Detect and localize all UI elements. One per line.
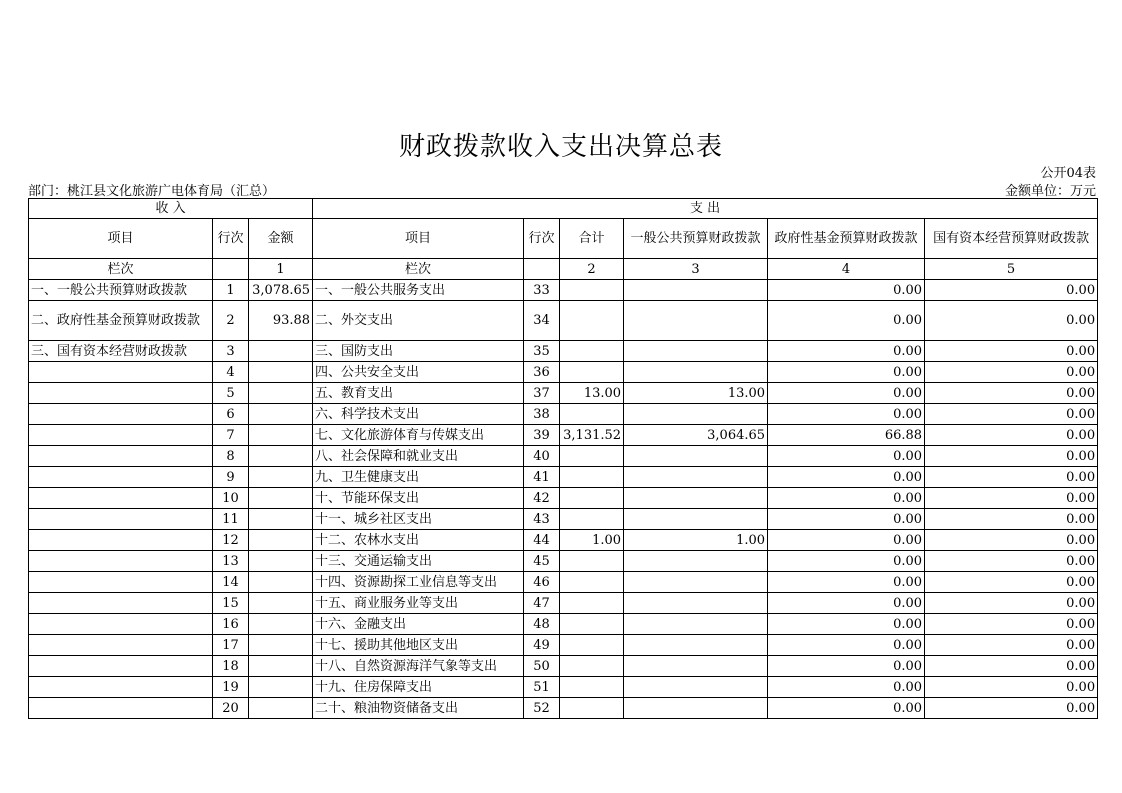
general-budget-header: 一般公共预算财政拨款 [624, 219, 768, 259]
income-row-no-cell: 17 [213, 635, 249, 656]
fund-budget-cell: 0.00 [768, 509, 925, 530]
expense-row-no-cell: 35 [524, 341, 560, 362]
general-budget-cell [624, 467, 768, 488]
fund-budget-cell: 0.00 [768, 341, 925, 362]
income-item-cell: 一、一般公共预算财政拨款 [29, 280, 213, 301]
state-capital-cell: 0.00 [925, 593, 1098, 614]
expense-item-cell: 十、节能环保支出 [313, 488, 524, 509]
income-item-cell [29, 488, 213, 509]
table-row [29, 656, 1098, 677]
table-row [29, 425, 1098, 446]
expense-item-cell: 十六、金融支出 [313, 614, 524, 635]
income-amount-cell [249, 572, 313, 593]
income-row-no-cell: 6 [213, 404, 249, 425]
fund-budget-cell: 0.00 [768, 593, 925, 614]
expense-row-no-cell: 33 [524, 280, 560, 301]
general-budget-cell: 3,064.65 [624, 425, 768, 446]
page-title: 财政拨款收入支出决算总表 [398, 132, 723, 162]
total-amount-cell [560, 572, 624, 593]
general-budget-cell: 13.00 [624, 383, 768, 404]
expense-row-no-cell: 40 [524, 446, 560, 467]
general-budget-cell [624, 509, 768, 530]
total-amount-cell [560, 301, 624, 341]
expense-item-cell: 十三、交通运输支出 [313, 551, 524, 572]
fund-budget-cell: 0.00 [768, 551, 925, 572]
budget-table [28, 198, 1098, 719]
expense-item-cell: 七、文化旅游体育与传媒支出 [313, 425, 524, 446]
fund-budget-cell: 0.00 [768, 383, 925, 404]
column-index-4: 4 [768, 259, 925, 280]
general-budget-cell [624, 572, 768, 593]
fund-budget-cell: 0.00 [768, 488, 925, 509]
income-item-cell [29, 551, 213, 572]
income-amount-cell [249, 425, 313, 446]
expense-item-header: 项目 [313, 219, 524, 259]
state-capital-cell: 0.00 [925, 341, 1098, 362]
income-row-no-cell: 19 [213, 677, 249, 698]
fund-budget-header: 政府性基金预算财政拨款 [768, 219, 925, 259]
column-index-label-2: 栏次 [313, 259, 524, 280]
expense-row-no-cell: 34 [524, 301, 560, 341]
fund-budget-cell: 0.00 [768, 698, 925, 719]
total-amount-cell [560, 404, 624, 425]
income-amount-cell [249, 383, 313, 404]
general-budget-cell [624, 614, 768, 635]
income-amount-cell [249, 530, 313, 551]
column-index-3: 3 [624, 259, 768, 280]
income-item-cell [29, 677, 213, 698]
state-capital-cell: 0.00 [925, 656, 1098, 677]
state-capital-cell: 0.00 [925, 404, 1098, 425]
table-row [29, 614, 1098, 635]
income-row-no-cell: 10 [213, 488, 249, 509]
total-amount-cell [560, 280, 624, 301]
general-budget-cell [624, 362, 768, 383]
total-amount-cell [560, 509, 624, 530]
income-item-cell [29, 593, 213, 614]
state-capital-cell: 0.00 [925, 280, 1098, 301]
income-item-cell [29, 362, 213, 383]
expense-row-no-cell: 44 [524, 530, 560, 551]
expense-row-no-cell: 39 [524, 425, 560, 446]
total-amount-cell [560, 635, 624, 656]
state-capital-cell: 0.00 [925, 383, 1098, 404]
table-code: 公开04表 [1040, 166, 1096, 181]
income-item-cell [29, 698, 213, 719]
fund-budget-cell: 0.00 [768, 362, 925, 383]
fund-budget-cell: 0.00 [768, 572, 925, 593]
expense-item-cell: 六、科学技术支出 [313, 404, 524, 425]
general-budget-cell [624, 656, 768, 677]
income-item-cell [29, 446, 213, 467]
income-amount-cell [249, 488, 313, 509]
income-header: 收 入 [29, 199, 313, 219]
state-capital-cell: 0.00 [925, 509, 1098, 530]
fund-budget-cell: 0.00 [768, 677, 925, 698]
total-amount-cell [560, 362, 624, 383]
state-capital-cell: 0.00 [925, 551, 1098, 572]
general-budget-cell [624, 301, 768, 341]
income-row-no-header: 行次 [213, 219, 249, 259]
income-amount-cell: 93.88 [249, 301, 313, 341]
income-amount-cell: 3,078.65 [249, 280, 313, 301]
expense-row-no-cell: 42 [524, 488, 560, 509]
expense-item-cell: 十一、城乡社区支出 [313, 509, 524, 530]
state-capital-cell: 0.00 [925, 362, 1098, 383]
expense-item-cell: 九、卫生健康支出 [313, 467, 524, 488]
income-row-no-cell: 18 [213, 656, 249, 677]
state-capital-header: 国有资本经营预算财政拨款 [925, 219, 1098, 259]
income-amount-cell [249, 656, 313, 677]
fund-budget-cell: 0.00 [768, 301, 925, 341]
total-amount-cell: 3,131.52 [560, 425, 624, 446]
expense-row-no-cell: 46 [524, 572, 560, 593]
income-row-no-cell: 3 [213, 341, 249, 362]
total-amount-cell [560, 446, 624, 467]
income-row-no-cell: 2 [213, 301, 249, 341]
expense-row-no-cell: 49 [524, 635, 560, 656]
income-row-no-cell: 1 [213, 280, 249, 301]
state-capital-cell: 0.00 [925, 530, 1098, 551]
table-row [29, 362, 1098, 383]
income-amount-cell [249, 635, 313, 656]
expense-row-no-cell: 45 [524, 551, 560, 572]
table-row [29, 383, 1098, 404]
income-amount-cell [249, 341, 313, 362]
general-budget-cell [624, 404, 768, 425]
expense-item-cell: 十五、商业服务业等支出 [313, 593, 524, 614]
fund-budget-cell: 0.00 [768, 280, 925, 301]
state-capital-cell: 0.00 [925, 635, 1098, 656]
total-amount-cell [560, 341, 624, 362]
expense-row-no-cell: 50 [524, 656, 560, 677]
column-index-empty [213, 259, 249, 280]
income-row-no-cell: 16 [213, 614, 249, 635]
general-budget-cell: 1.00 [624, 530, 768, 551]
total-amount-cell: 13.00 [560, 383, 624, 404]
expense-row-no-header: 行次 [524, 219, 560, 259]
income-item-header: 项目 [29, 219, 213, 259]
table-row [29, 677, 1098, 698]
expense-header: 支 出 [313, 199, 1098, 219]
income-row-no-cell: 11 [213, 509, 249, 530]
expense-item-cell: 十九、住房保障支出 [313, 677, 524, 698]
state-capital-cell: 0.00 [925, 488, 1098, 509]
column-index-2: 2 [560, 259, 624, 280]
fund-budget-cell: 0.00 [768, 446, 925, 467]
general-budget-cell [624, 677, 768, 698]
column-index-1: 1 [249, 259, 313, 280]
total-amount-cell [560, 656, 624, 677]
expense-item-cell: 十七、援助其他地区支出 [313, 635, 524, 656]
fund-budget-cell: 0.00 [768, 404, 925, 425]
total-amount-cell [560, 467, 624, 488]
total-amount-cell [560, 551, 624, 572]
expense-item-cell: 十八、自然资源海洋气象等支出 [313, 656, 524, 677]
general-budget-cell [624, 280, 768, 301]
expense-row-no-cell: 51 [524, 677, 560, 698]
total-amount-cell: 1.00 [560, 530, 624, 551]
general-budget-cell [624, 341, 768, 362]
state-capital-cell: 0.00 [925, 572, 1098, 593]
expense-item-cell: 二十、粮油物资储备支出 [313, 698, 524, 719]
table-row [29, 341, 1098, 362]
expense-row-no-cell: 43 [524, 509, 560, 530]
income-amount-cell [249, 362, 313, 383]
table-row [29, 593, 1098, 614]
income-row-no-cell: 7 [213, 425, 249, 446]
table-row [29, 301, 1098, 341]
fund-budget-cell: 0.00 [768, 635, 925, 656]
total-amount-cell [560, 698, 624, 719]
expense-row-no-cell: 37 [524, 383, 560, 404]
state-capital-cell: 0.00 [925, 614, 1098, 635]
income-item-cell [29, 530, 213, 551]
income-amount-cell [249, 677, 313, 698]
state-capital-cell: 0.00 [925, 698, 1098, 719]
income-row-no-cell: 4 [213, 362, 249, 383]
fund-budget-cell: 0.00 [768, 614, 925, 635]
income-row-no-cell: 13 [213, 551, 249, 572]
total-amount-cell [560, 677, 624, 698]
income-row-no-cell: 20 [213, 698, 249, 719]
income-item-cell [29, 509, 213, 530]
income-item-cell [29, 425, 213, 446]
income-item-cell [29, 572, 213, 593]
state-capital-cell: 0.00 [925, 425, 1098, 446]
income-item-cell [29, 404, 213, 425]
table-row [29, 635, 1098, 656]
income-amount-cell [249, 467, 313, 488]
income-amount-cell [249, 614, 313, 635]
general-budget-cell [624, 488, 768, 509]
table-row [29, 280, 1098, 301]
expense-row-no-cell: 41 [524, 467, 560, 488]
fund-budget-cell: 66.88 [768, 425, 925, 446]
income-amount-cell [249, 593, 313, 614]
income-item-cell [29, 656, 213, 677]
unit-label: 金额单位：万元 [1004, 184, 1096, 199]
fund-budget-cell: 0.00 [768, 656, 925, 677]
income-row-no-cell: 8 [213, 446, 249, 467]
expense-item-cell: 八、社会保障和就业支出 [313, 446, 524, 467]
income-item-cell [29, 614, 213, 635]
income-amount-header: 金额 [249, 219, 313, 259]
column-index-label: 栏次 [29, 259, 213, 280]
income-item-cell [29, 635, 213, 656]
income-item-cell [29, 467, 213, 488]
state-capital-cell: 0.00 [925, 301, 1098, 341]
department-label: 部门：桃江县文化旅游广电体育局（汇总） [28, 184, 276, 199]
income-row-no-cell: 12 [213, 530, 249, 551]
expense-row-no-cell: 48 [524, 614, 560, 635]
income-row-no-cell: 15 [213, 593, 249, 614]
income-row-no-cell: 5 [213, 383, 249, 404]
table-row [29, 572, 1098, 593]
total-amount-cell [560, 614, 624, 635]
table-row [29, 509, 1098, 530]
state-capital-cell: 0.00 [925, 446, 1098, 467]
general-budget-cell [624, 551, 768, 572]
expense-row-no-cell: 36 [524, 362, 560, 383]
income-amount-cell [249, 446, 313, 467]
total-header: 合计 [560, 219, 624, 259]
expense-item-cell: 二、外交支出 [313, 301, 524, 341]
total-amount-cell [560, 488, 624, 509]
column-index-empty-2 [524, 259, 560, 280]
income-amount-cell [249, 698, 313, 719]
income-row-no-cell: 14 [213, 572, 249, 593]
fund-budget-cell: 0.00 [768, 530, 925, 551]
income-row-no-cell: 9 [213, 467, 249, 488]
expense-row-no-cell: 47 [524, 593, 560, 614]
table-row [29, 404, 1098, 425]
income-item-cell: 二、政府性基金预算财政拨款 [29, 301, 213, 341]
expense-item-cell: 三、国防支出 [313, 341, 524, 362]
table-row [29, 551, 1098, 572]
income-item-cell: 三、国有资本经营财政拨款 [29, 341, 213, 362]
state-capital-cell: 0.00 [925, 677, 1098, 698]
general-budget-cell [624, 698, 768, 719]
general-budget-cell [624, 593, 768, 614]
income-amount-cell [249, 404, 313, 425]
income-amount-cell [249, 551, 313, 572]
table-row [29, 467, 1098, 488]
expense-item-cell: 十四、资源勘探工业信息等支出 [313, 572, 524, 593]
expense-row-no-cell: 38 [524, 404, 560, 425]
general-budget-cell [624, 446, 768, 467]
table-row [29, 446, 1098, 467]
expense-item-cell: 一、一般公共服务支出 [313, 280, 524, 301]
income-amount-cell [249, 509, 313, 530]
fund-budget-cell: 0.00 [768, 467, 925, 488]
general-budget-cell [624, 635, 768, 656]
table-row [29, 530, 1098, 551]
expense-row-no-cell: 52 [524, 698, 560, 719]
expense-item-cell: 十二、农林水支出 [313, 530, 524, 551]
table-row [29, 488, 1098, 509]
total-amount-cell [560, 593, 624, 614]
income-item-cell [29, 383, 213, 404]
table-row [29, 698, 1098, 719]
expense-item-cell: 四、公共安全支出 [313, 362, 524, 383]
state-capital-cell: 0.00 [925, 467, 1098, 488]
expense-item-cell: 五、教育支出 [313, 383, 524, 404]
column-index-5: 5 [925, 259, 1098, 280]
